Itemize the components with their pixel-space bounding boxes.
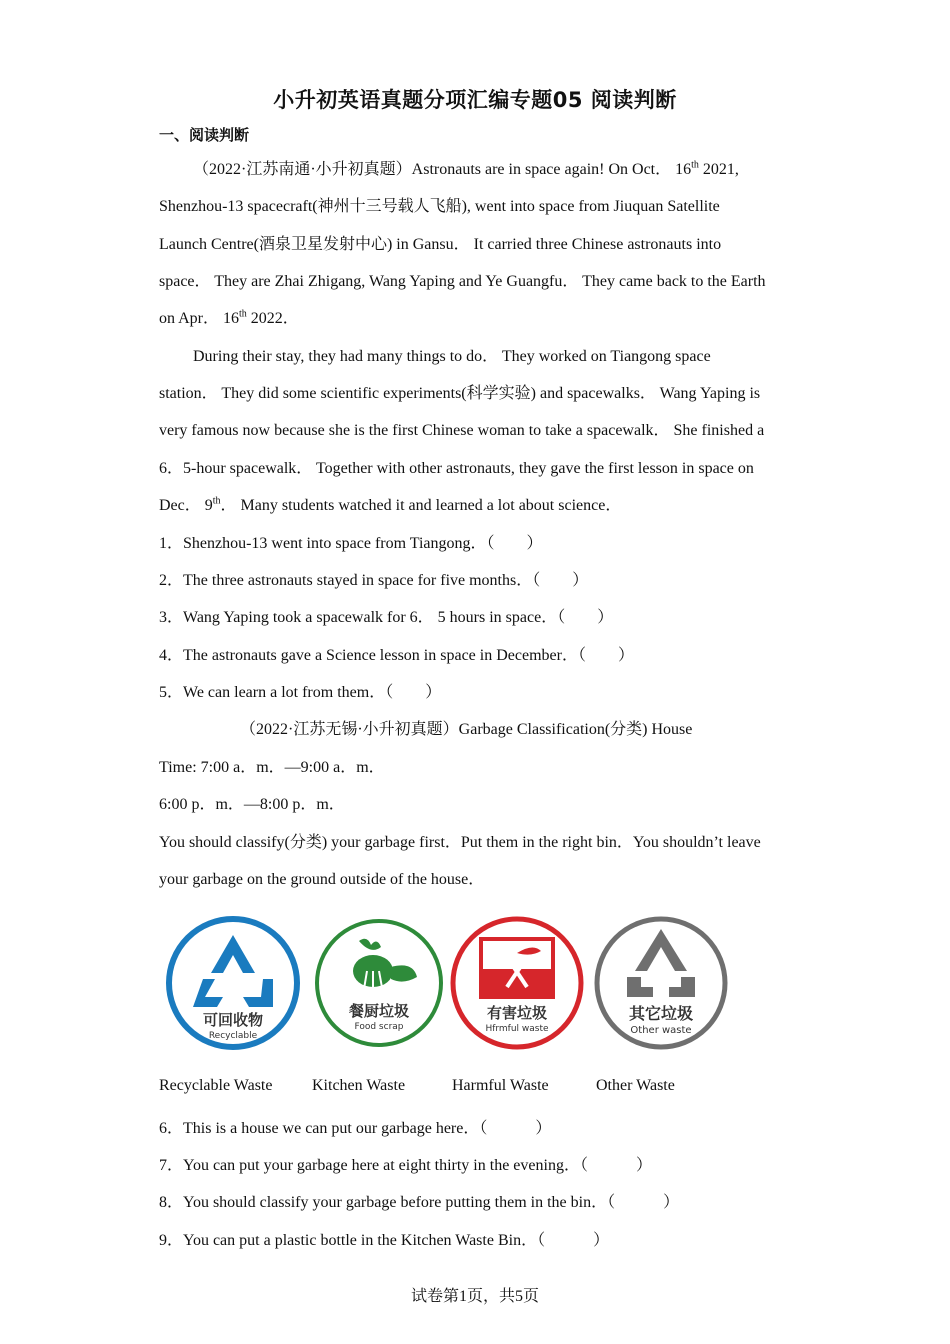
passage2-heading: （2022·江苏无锡·小升初真题）Garbage Classification(分类) House [240, 721, 693, 738]
kitchen-bin-sign [309, 913, 449, 1053]
passage1-line: Shenzhou-13 spacecraft(神州十三号载人飞船), went into space from Jiuquan Satellite [159, 198, 720, 215]
passage1-line: Launch Centre(酒泉卫星发射中心) in Gansu． It carried three Chinese astronauts into [159, 236, 722, 253]
passage2-line: your garbage on the ground outside of the house． [159, 871, 485, 888]
svg-text:Food scrap: Food scrap [354, 1022, 404, 1032]
page-footer: 试卷第1页，共5页 [410, 1288, 539, 1305]
bin-label: Harmful Waste [452, 1077, 549, 1094]
other-waste-icon [591, 913, 731, 1053]
svg-text:Other waste: Other waste [630, 1025, 692, 1036]
passage1-line: 6．5-hour spacewalk． Together with other astronauts, they gave the first lesson in space on [159, 460, 754, 477]
recyclable-bin-sign [163, 913, 303, 1053]
section-heading: 一、阅读判断 [159, 126, 250, 144]
passage1-line: station． They did some scientific experiments(科学实验) and spacewalks． Wang Yaping is [159, 385, 761, 402]
bin-label: Recyclable Waste [159, 1077, 273, 1094]
recycle-icon [163, 913, 303, 1053]
passage1-line: （2022·江苏南通·小升初真题）Astronauts are in space again! On Oct． 16th 2021, [193, 159, 739, 178]
passage1-line: very famous now because she is the first Chinese woman to take a spacewalk． She finished a [159, 422, 765, 439]
harmful-bin-sign [447, 913, 587, 1053]
opening-time-2: 6:00 p．m．—8:00 p．m． [159, 796, 345, 813]
question-item: 2．The three astronauts stayed in space for five months．（ ） [159, 572, 589, 589]
question-item: 7．You can put your garbage here at eight thirty in the evening．（ ） [159, 1157, 652, 1174]
bin-label: Other Waste [596, 1077, 675, 1094]
passage1-line: During their stay, they had many things to do． They worked on Tiangong space [193, 348, 711, 365]
question-item: 5．We can learn a lot from them．（ ） [159, 684, 442, 701]
garbage-bin-signs [159, 905, 749, 1055]
battery-icon [447, 913, 587, 1053]
opening-time-1: Time: 7:00 a．m．—9:00 a．m． [159, 759, 385, 776]
bin-label: Kitchen Waste [312, 1077, 406, 1094]
question-item: 6．This is a house we can put our garbage here．（ ） [159, 1120, 552, 1137]
passage1-line: on Apr． 16th 2022． [159, 308, 299, 327]
question-item: 1．Shenzhou-13 went into space from Tiangong．（ ） [159, 535, 543, 552]
passage1-line: space． They are Zhai Zhigang, Wang Yaping and Ye Guangfu． They came back to the Earth [159, 273, 766, 290]
question-item: 4．The astronauts gave a Science lesson in space in December．（ ） [159, 647, 634, 664]
svg-text:Recyclable: Recyclable [208, 1031, 258, 1041]
fish-bone-icon [309, 913, 449, 1053]
svg-text:有害垃圾: 有害垃圾 [486, 1004, 548, 1022]
svg-text:Hfrmful waste: Hfrmful waste [485, 1024, 549, 1034]
question-item: 9．You can put a plastic bottle in the Kitchen Waste Bin．（ ） [159, 1232, 610, 1249]
svg-text:其它垃圾: 其它垃圾 [628, 1004, 694, 1023]
svg-text:餐厨垃圾: 餐厨垃圾 [348, 1002, 410, 1020]
question-item: 3．Wang Yaping took a spacewalk for 6． 5 hours in space．（ ） [159, 609, 614, 626]
other-bin-sign [591, 913, 731, 1053]
svg-text:可回收物: 可回收物 [202, 1011, 264, 1029]
page-title: 小升初英语真题分项汇编专题05 阅读判断 [273, 88, 677, 112]
passage2-line: You should classify(分类) your garbage first．Put them in the right bin．You shouldn’t leave [159, 834, 761, 851]
passage1-line: Dec． 9th． Many students watched it and learned a lot about science． [159, 495, 622, 514]
question-item: 8．You should classify your garbage before putting them in the bin．（ ） [159, 1194, 680, 1211]
